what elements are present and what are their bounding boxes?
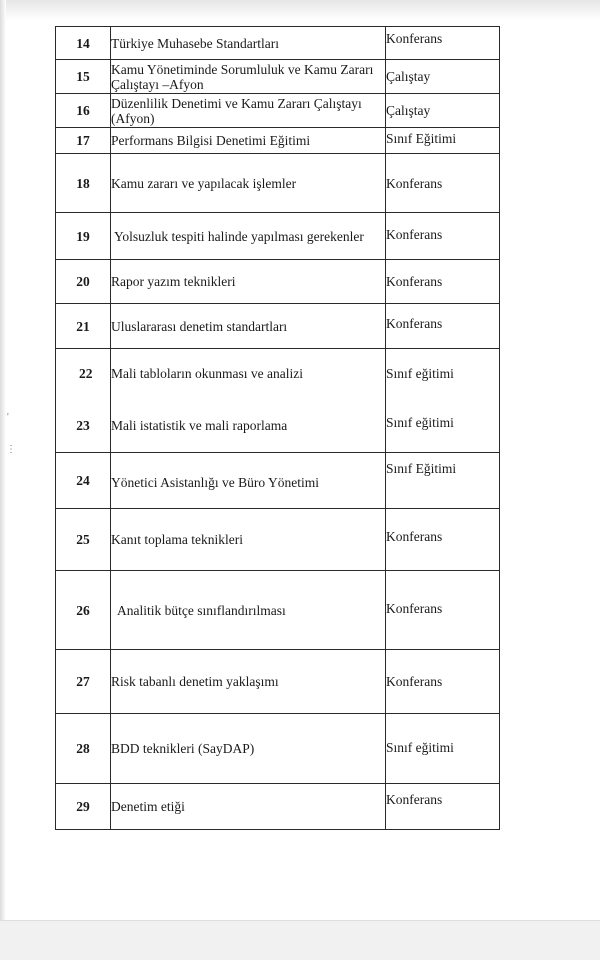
table-row: [56, 304, 500, 349]
row-title: Kamu Yönetiminde Sorumluluk ve Kamu Zararı Çalıştayı –Afyon: [111, 60, 386, 94]
row-number: 22: [56, 349, 111, 399]
row-number: 17: [56, 128, 111, 154]
row-type: Konferans: [386, 784, 500, 830]
page-left-shadow: [0, 0, 6, 920]
row-type: Sınıf Eğitimi: [386, 128, 500, 154]
row-number: 20: [56, 260, 111, 304]
row-title: Mali tabloların okunması ve analizi: [111, 349, 386, 399]
training-table: [55, 26, 500, 830]
page-bottom-margin: [0, 920, 600, 960]
row-title: Düzenlilik Denetimi ve Kamu Zararı Çalıştayı (Afyon): [111, 94, 386, 128]
row-type: Konferans: [386, 27, 500, 60]
row-type: Çalıştay: [386, 60, 500, 94]
row-number: 18: [56, 154, 111, 213]
row-number: 14: [56, 27, 111, 60]
table-row: [56, 94, 500, 128]
row-title: Risk tabanlı denetim yaklaşımı: [111, 650, 386, 714]
row-type: Konferans: [386, 260, 500, 304]
row-number: 21: [56, 304, 111, 349]
row-number: 15: [56, 60, 111, 94]
row-title: Performans Bilgisi Denetimi Eğitimi: [111, 128, 386, 154]
row-number: 27: [56, 650, 111, 714]
row-type: Konferans: [386, 213, 500, 260]
row-title: BDD teknikleri (SayDAP): [111, 714, 386, 784]
table-row: [56, 154, 500, 213]
row-type: Sınıf Eğitimi: [386, 453, 500, 509]
row-title: Kamu zararı ve yapılacak işlemler: [111, 154, 386, 213]
row-number: 28: [56, 714, 111, 784]
row-type: Sınıf eğitimi: [386, 399, 500, 453]
table-row: [56, 213, 500, 260]
row-title: Analitik bütçe sınıflandırılması: [111, 571, 386, 650]
row-title: Yönetici Asistanlığı ve Büro Yönetimi: [111, 453, 386, 509]
row-type: Sınıf eğitimi: [386, 349, 500, 399]
page-top-shadow: [0, 0, 600, 20]
table-row: [56, 128, 500, 154]
table-row: [56, 349, 500, 399]
table-row: [56, 784, 500, 830]
table-row: [56, 650, 500, 714]
table-row: [56, 399, 500, 453]
row-title: Kanıt toplama teknikleri: [111, 509, 386, 571]
row-number: 29: [56, 784, 111, 830]
row-title: Türkiye Muhasebe Standartları: [111, 27, 386, 60]
row-type: Konferans: [386, 571, 500, 650]
row-number: 19: [56, 213, 111, 260]
row-type: Konferans: [386, 154, 500, 213]
table-row: [56, 571, 500, 650]
table-row: [56, 509, 500, 571]
row-title: Mali istatistik ve mali raporlama: [111, 399, 386, 453]
scan-mark: ⋮: [6, 444, 16, 455]
scan-mark: ': [7, 412, 9, 423]
row-number: 24: [56, 453, 111, 509]
table-row: [56, 60, 500, 94]
row-number: 16: [56, 94, 111, 128]
row-type: Çalıştay: [386, 94, 500, 128]
row-type: Konferans: [386, 509, 500, 571]
row-number: 26: [56, 571, 111, 650]
row-title: Uluslararası denetim standartları: [111, 304, 386, 349]
row-type: Konferans: [386, 650, 500, 714]
row-title: Rapor yazım teknikleri: [111, 260, 386, 304]
table-row: [56, 27, 500, 60]
table-row: [56, 260, 500, 304]
table-row: [56, 453, 500, 509]
row-number: 25: [56, 509, 111, 571]
row-type: Konferans: [386, 304, 500, 349]
row-title: Denetim etiği: [111, 784, 386, 830]
row-number: 23: [56, 399, 111, 453]
row-type: Sınıf eğitimi: [386, 714, 500, 784]
table-row: [56, 714, 500, 784]
row-title: Yolsuzluk tespiti halinde yapılması gerekenler: [111, 213, 386, 260]
